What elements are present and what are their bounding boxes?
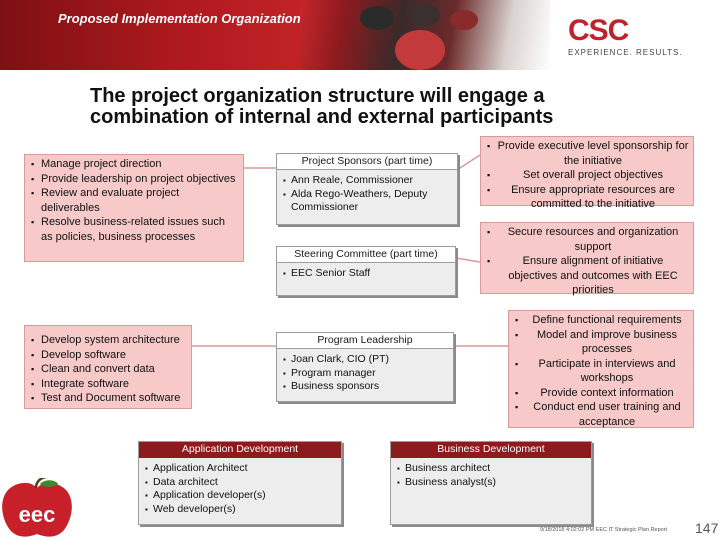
- slide-heading: The project organization structure will engage a combination of internal and external participants: [90, 85, 554, 128]
- callout-item: ▪ Secure resources and organization support: [487, 225, 689, 254]
- org-member: ▪ Application developer(s): [145, 489, 335, 503]
- org-member: ▪ Web developer(s): [145, 503, 335, 517]
- eec-logo-text: eec: [18, 502, 56, 527]
- callout-executive-sponsorship: [480, 136, 694, 210]
- program-leadership-box: [276, 332, 454, 402]
- callout-development-duties: [24, 325, 192, 409]
- application-development-box: [138, 441, 342, 525]
- business-development-title: Business Development: [391, 442, 591, 458]
- eec-apple-logo: [0, 478, 74, 540]
- callout-item: ▪ Test and Document software: [31, 391, 187, 406]
- callout-item: ▪ Provide context information: [515, 386, 689, 401]
- org-member: ▪ Business sponsors: [283, 380, 447, 394]
- org-member: ▪ Alda Rego-Weathers, Deputy Commissioner: [283, 188, 451, 215]
- csc-logo-mark: CSC: [568, 14, 629, 47]
- callout-item: ▪ Define functional requirements: [515, 313, 689, 328]
- org-member: ▪ Application Architect: [145, 462, 335, 476]
- org-member: ▪ Joan Clark, CIO (PT): [283, 353, 447, 367]
- callout-item: ▪ Ensure alignment of initiative objectives and outcomes with EEC priorities: [487, 254, 689, 298]
- steering-committee-box: [276, 246, 456, 296]
- banner-title: Proposed Implementation Organization: [58, 11, 301, 26]
- page-number: 147: [695, 520, 719, 536]
- application-development-title: Application Development: [139, 442, 341, 458]
- csc-logo-tagline: EXPERIENCE. RESULTS.: [568, 48, 683, 57]
- callout-item: ▪ Participate in interviews and workshops: [515, 357, 689, 386]
- connector-steering-right: [456, 258, 480, 262]
- project-sponsors-box: [276, 153, 458, 225]
- callout-item: ▪ Set overall project objectives: [487, 168, 689, 183]
- callout-item: ▪ Model and improve business processes: [515, 328, 689, 357]
- org-member: ▪ Ann Reale, Commissioner: [283, 174, 451, 188]
- callout-steering-support: [480, 222, 694, 294]
- connector-sponsors-right: [460, 155, 480, 168]
- callout-item: ▪ Integrate software: [31, 377, 187, 392]
- callout-item: ▪ Develop system architecture: [31, 333, 187, 348]
- project-sponsors-title: Project Sponsors (part time): [277, 154, 457, 170]
- callout-item: ▪ Ensure appropriate resources are committed to the initiative: [487, 183, 689, 212]
- callout-item: ▪ Provide leadership on project objectives: [31, 172, 239, 187]
- callout-item: ▪ Manage project direction: [31, 157, 239, 172]
- footer-date: 9/18/2018 4:02:02 PM EEC IT Strategic Plan Report: [540, 527, 668, 533]
- callout-item: ▪ Conduct end user training and acceptance: [515, 400, 689, 429]
- org-member: ▪ EEC Senior Staff: [283, 267, 449, 281]
- steering-committee-title: Steering Committee (part time): [277, 247, 455, 263]
- org-member: ▪ Business architect: [397, 462, 585, 476]
- callout-item: ▪ Provide executive level sponsorship for the initiative: [487, 139, 689, 168]
- program-leadership-title: Program Leadership: [277, 333, 453, 349]
- callout-sponsor-duties: [24, 154, 244, 262]
- callout-item: ▪ Clean and convert data: [31, 362, 187, 377]
- org-member: ▪ Data architect: [145, 476, 335, 490]
- org-member: ▪ Business analyst(s): [397, 476, 585, 490]
- callout-item: ▪ Review and evaluate project deliverables: [31, 186, 239, 215]
- callout-item: ▪ Develop software: [31, 348, 187, 363]
- callout-business-requirements: [508, 310, 694, 428]
- callout-item: ▪ Resolve business-related issues such as policies, business processes: [31, 215, 239, 244]
- business-development-box: [390, 441, 592, 525]
- org-member: ▪ Program manager: [283, 367, 447, 381]
